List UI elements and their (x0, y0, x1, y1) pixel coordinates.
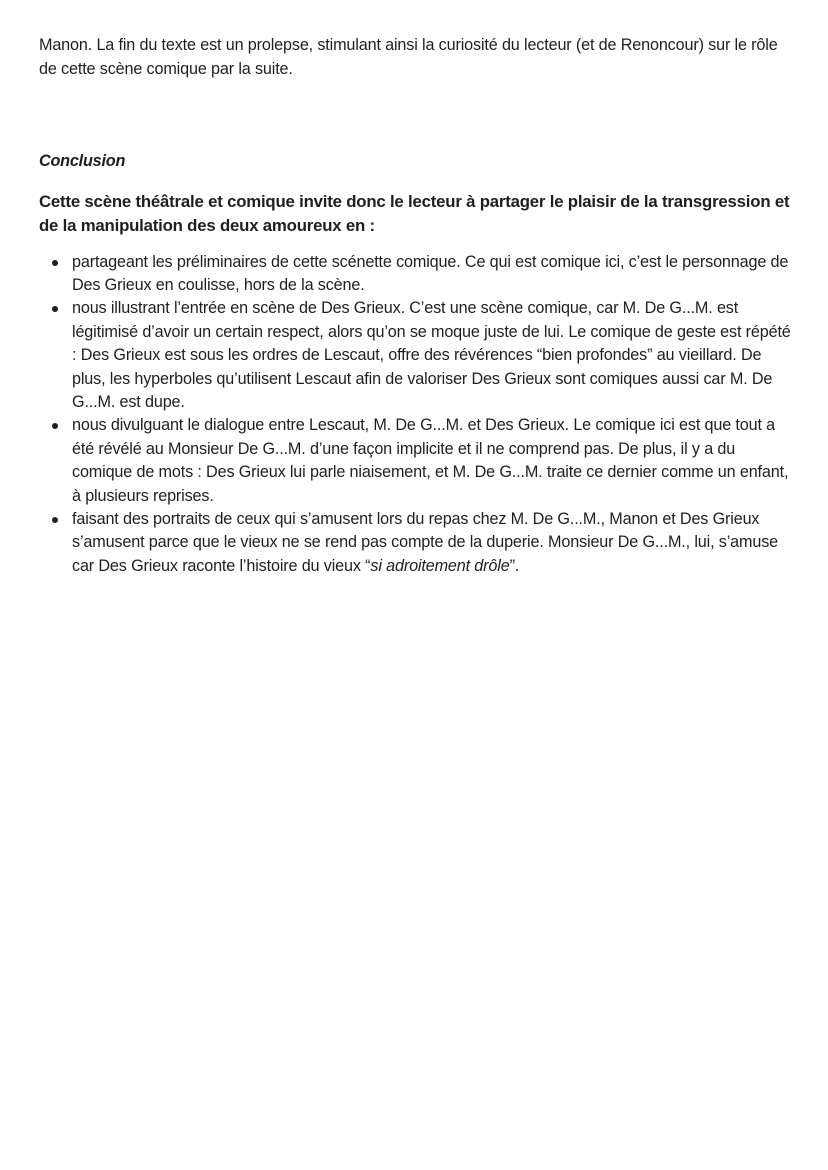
quote-text: si adroitement drôle (370, 556, 510, 575)
list-item-text: nous illustrant l’entrée en scène de Des Grieux. C’est une scène comique, car M. De G...M. est légitimisé d’avoir un certain respect, alors qu’on se moque juste de lui. Le comique de geste est répété : Des Grieux est sous les ordres de Lescaut, offre des révérences “bien profondes” au vieillard. De plus, les hyperboles qu’utilisent Lescaut afin de valoriser Des Grieux sont comiques aussi car M. De G...M. est dupe. (72, 299, 791, 411)
list-item (39, 414, 799, 508)
conclusion-bullet-list (39, 251, 799, 579)
list-item-text-before: faisant des portraits de ceux qui s’amusent lors du repas chez M. De G...M., Manon et Des Grieux s’amusent parce que le vieux ne se rend pas compte de la duperie. Monsieur De G...M., lui, s’amuse car Des Grieux raconte l’histoire du vieux “ (72, 509, 779, 575)
list-item (39, 297, 799, 414)
list-item-text-after: ”. (509, 556, 520, 575)
bullet-dot-icon (52, 423, 58, 429)
conclusion-heading: Conclusion (39, 152, 126, 170)
bullet-dot-icon (52, 260, 58, 266)
opening-paragraph: Manon. La fin du texte est un prolepse, stimulant ainsi la curiosité du lecteur (et de Renoncour) sur le rôle de cette scène comique par la suite. (39, 36, 778, 78)
document-page (39, 34, 799, 578)
bullet-dot-icon (52, 517, 58, 523)
list-item-text: partageant les préliminaires de cette scénette comique. Ce qui est comique ici, c’est le personnage de Des Grieux en coulisse, hors de la scène. (72, 252, 789, 294)
list-item (39, 508, 799, 578)
conclusion-intro: Cette scène théâtrale et comique invite donc le lecteur à partager le plaisir de la transgression et de la manipulation des deux amoureux en : (39, 191, 790, 235)
list-item-text: nous divulguant le dialogue entre Lescaut, M. De G...M. et Des Grieux. Le comique ici est que tout a été révélé au Monsieur De G...M. d’une façon implicite et il ne comprend pas. De plus, il y a du comique de mots : Des Grieux lui parle niaisement, et M. De G...M. traite ce dernier comme un enfant, à plusieurs reprises. (72, 416, 789, 505)
bullet-dot-icon (52, 306, 58, 312)
list-item (39, 251, 799, 298)
